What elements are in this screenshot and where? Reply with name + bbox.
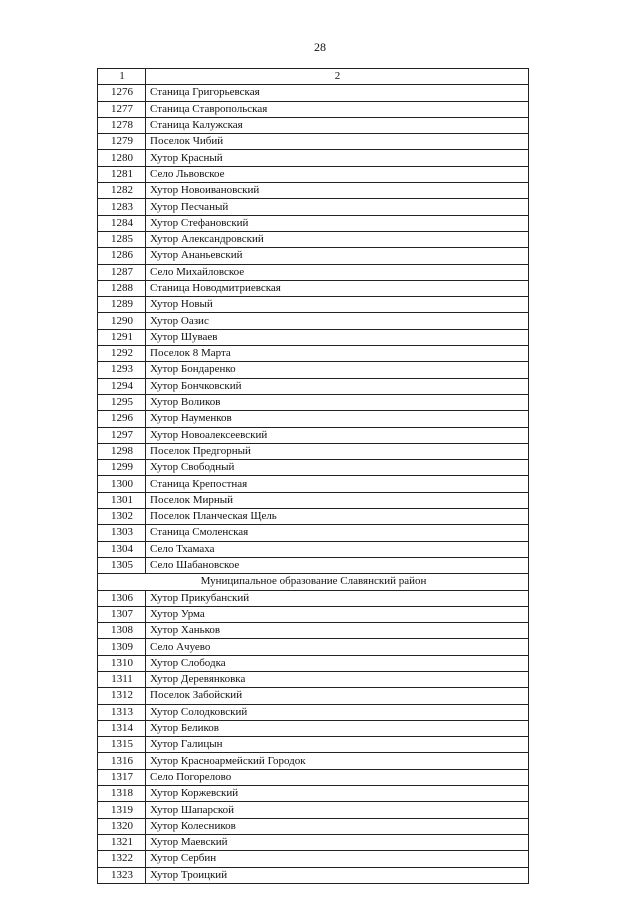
table-row [98, 362, 529, 378]
page-number: 28 [314, 40, 326, 54]
table-row [98, 476, 529, 492]
row-number: 1280 [98, 150, 146, 166]
settlement-name: Поселок Чибий [146, 134, 529, 150]
settlement-name: Поселок 8 Марта [146, 346, 529, 362]
row-number: 1315 [98, 737, 146, 753]
settlement-name: Станица Ставропольская [146, 101, 529, 117]
row-number: 1292 [98, 346, 146, 362]
table-row [98, 443, 529, 459]
settlement-name: Хутор Солодковский [146, 704, 529, 720]
settlement-name: Станица Смоленская [146, 525, 529, 541]
settlement-name: Хутор Песчаный [146, 199, 529, 215]
row-number: 1286 [98, 248, 146, 264]
settlement-name: Село Шабановское [146, 557, 529, 573]
table-row [98, 248, 529, 264]
settlement-name: Поселок Забойский [146, 688, 529, 704]
settlement-name: Хутор Сербин [146, 851, 529, 867]
table-row [98, 427, 529, 443]
settlement-name: Поселок Планческая Щель [146, 509, 529, 525]
settlement-name: Хутор Стефановский [146, 215, 529, 231]
row-number: 1312 [98, 688, 146, 704]
settlement-name: Хутор Галицын [146, 737, 529, 753]
row-number: 1301 [98, 492, 146, 508]
row-number: 1290 [98, 313, 146, 329]
settlement-name: Станица Григорьевская [146, 85, 529, 101]
row-number: 1314 [98, 720, 146, 736]
row-number: 1287 [98, 264, 146, 280]
table-row [98, 264, 529, 280]
settlement-name: Хутор Новоалексеевский [146, 427, 529, 443]
row-number: 1282 [98, 183, 146, 199]
table-row [98, 802, 529, 818]
row-number: 1285 [98, 231, 146, 247]
settlement-name: Село Погорелово [146, 769, 529, 785]
settlement-name: Хутор Красноармейский Городок [146, 753, 529, 769]
row-number: 1278 [98, 117, 146, 133]
table-row [98, 411, 529, 427]
row-number: 1291 [98, 329, 146, 345]
settlement-name: Хутор Деревянковка [146, 671, 529, 687]
settlement-name: Хутор Колесников [146, 818, 529, 834]
settlement-name: Хутор Оазис [146, 313, 529, 329]
row-number: 1307 [98, 606, 146, 622]
table-row [98, 150, 529, 166]
table-row [98, 834, 529, 850]
settlement-name: Поселок Предгорный [146, 443, 529, 459]
row-number: 1311 [98, 671, 146, 687]
section-heading-row [98, 574, 529, 590]
table-row [98, 509, 529, 525]
table-row [98, 231, 529, 247]
settlement-name: Хутор Шапарской [146, 802, 529, 818]
table-row [98, 492, 529, 508]
settlement-name: Село Львовское [146, 166, 529, 182]
table-row [98, 851, 529, 867]
settlement-name: Хутор Маевский [146, 834, 529, 850]
settlement-name: Хутор Слободка [146, 655, 529, 671]
table-row [98, 378, 529, 394]
table-row [98, 460, 529, 476]
table-row [98, 280, 529, 296]
table-row [98, 541, 529, 557]
table-row [98, 313, 529, 329]
table-row [98, 101, 529, 117]
row-number: 1308 [98, 623, 146, 639]
row-number: 1297 [98, 427, 146, 443]
settlement-name: Хутор Александровский [146, 231, 529, 247]
table-row [98, 525, 529, 541]
row-number: 1302 [98, 509, 146, 525]
table-row [98, 297, 529, 313]
settlement-name: Хутор Бончковский [146, 378, 529, 394]
row-number: 1310 [98, 655, 146, 671]
row-number: 1293 [98, 362, 146, 378]
settlement-name: Хутор Ананьевский [146, 248, 529, 264]
settlement-name: Хутор Прикубанский [146, 590, 529, 606]
row-number: 1283 [98, 199, 146, 215]
row-number: 1304 [98, 541, 146, 557]
table-row [98, 117, 529, 133]
settlement-name: Хутор Воликов [146, 394, 529, 410]
table-row [98, 623, 529, 639]
row-number: 1323 [98, 867, 146, 883]
settlement-name: Поселок Мирный [146, 492, 529, 508]
row-number: 1298 [98, 443, 146, 459]
settlement-name: Хутор Шуваев [146, 329, 529, 345]
table-row [98, 557, 529, 573]
row-number: 1306 [98, 590, 146, 606]
row-number: 1300 [98, 476, 146, 492]
row-number: 1295 [98, 394, 146, 410]
table-row [98, 215, 529, 231]
table-row [98, 688, 529, 704]
column-header-1: 1 [98, 69, 146, 85]
settlement-name: Хутор Новоивановский [146, 183, 529, 199]
settlement-name: Станица Крепостная [146, 476, 529, 492]
settlement-name: Хутор Ханьков [146, 623, 529, 639]
row-number: 1281 [98, 166, 146, 182]
table-row [98, 737, 529, 753]
table-row [98, 199, 529, 215]
row-number: 1279 [98, 134, 146, 150]
settlement-name: Станица Новодмитриевская [146, 280, 529, 296]
settlement-name: Село Михайловское [146, 264, 529, 280]
row-number: 1284 [98, 215, 146, 231]
settlement-name: Хутор Свободный [146, 460, 529, 476]
table-row [98, 867, 529, 883]
table-row [98, 655, 529, 671]
row-number: 1321 [98, 834, 146, 850]
settlements-table [97, 68, 529, 884]
table-row [98, 671, 529, 687]
row-number: 1289 [98, 297, 146, 313]
settlement-name: Хутор Беликов [146, 720, 529, 736]
table-row [98, 166, 529, 182]
table-row [98, 786, 529, 802]
settlement-name: Станица Калужская [146, 117, 529, 133]
table-row [98, 394, 529, 410]
table-row [98, 720, 529, 736]
settlement-name: Село Ачуево [146, 639, 529, 655]
table-row [98, 769, 529, 785]
settlement-name: Хутор Новый [146, 297, 529, 313]
row-number: 1322 [98, 851, 146, 867]
row-number: 1288 [98, 280, 146, 296]
settlement-name: Хутор Красный [146, 150, 529, 166]
section-heading: Муниципальное образование Славянский район [98, 574, 529, 590]
row-number: 1313 [98, 704, 146, 720]
row-number: 1294 [98, 378, 146, 394]
row-number: 1296 [98, 411, 146, 427]
table-row [98, 85, 529, 101]
row-number: 1309 [98, 639, 146, 655]
table-row [98, 818, 529, 834]
table-row [98, 704, 529, 720]
settlement-name: Село Тхамаха [146, 541, 529, 557]
table-row [98, 606, 529, 622]
row-number: 1276 [98, 85, 146, 101]
settlement-name: Хутор Науменков [146, 411, 529, 427]
row-number: 1303 [98, 525, 146, 541]
settlement-name: Хутор Коржевский [146, 786, 529, 802]
table-row [98, 329, 529, 345]
settlements-table-body [98, 69, 529, 884]
row-number: 1319 [98, 802, 146, 818]
table-row [98, 753, 529, 769]
table-row [98, 639, 529, 655]
table-row [98, 134, 529, 150]
row-number: 1305 [98, 557, 146, 573]
table-row [98, 346, 529, 362]
row-number: 1316 [98, 753, 146, 769]
column-header-2: 2 [146, 69, 529, 85]
row-number: 1299 [98, 460, 146, 476]
settlement-name: Хутор Урма [146, 606, 529, 622]
row-number: 1320 [98, 818, 146, 834]
row-number: 1277 [98, 101, 146, 117]
table-header-row [98, 69, 529, 85]
table-row [98, 590, 529, 606]
row-number: 1318 [98, 786, 146, 802]
settlement-name: Хутор Троицкий [146, 867, 529, 883]
table-row [98, 183, 529, 199]
row-number: 1317 [98, 769, 146, 785]
settlement-name: Хутор Бондаренко [146, 362, 529, 378]
